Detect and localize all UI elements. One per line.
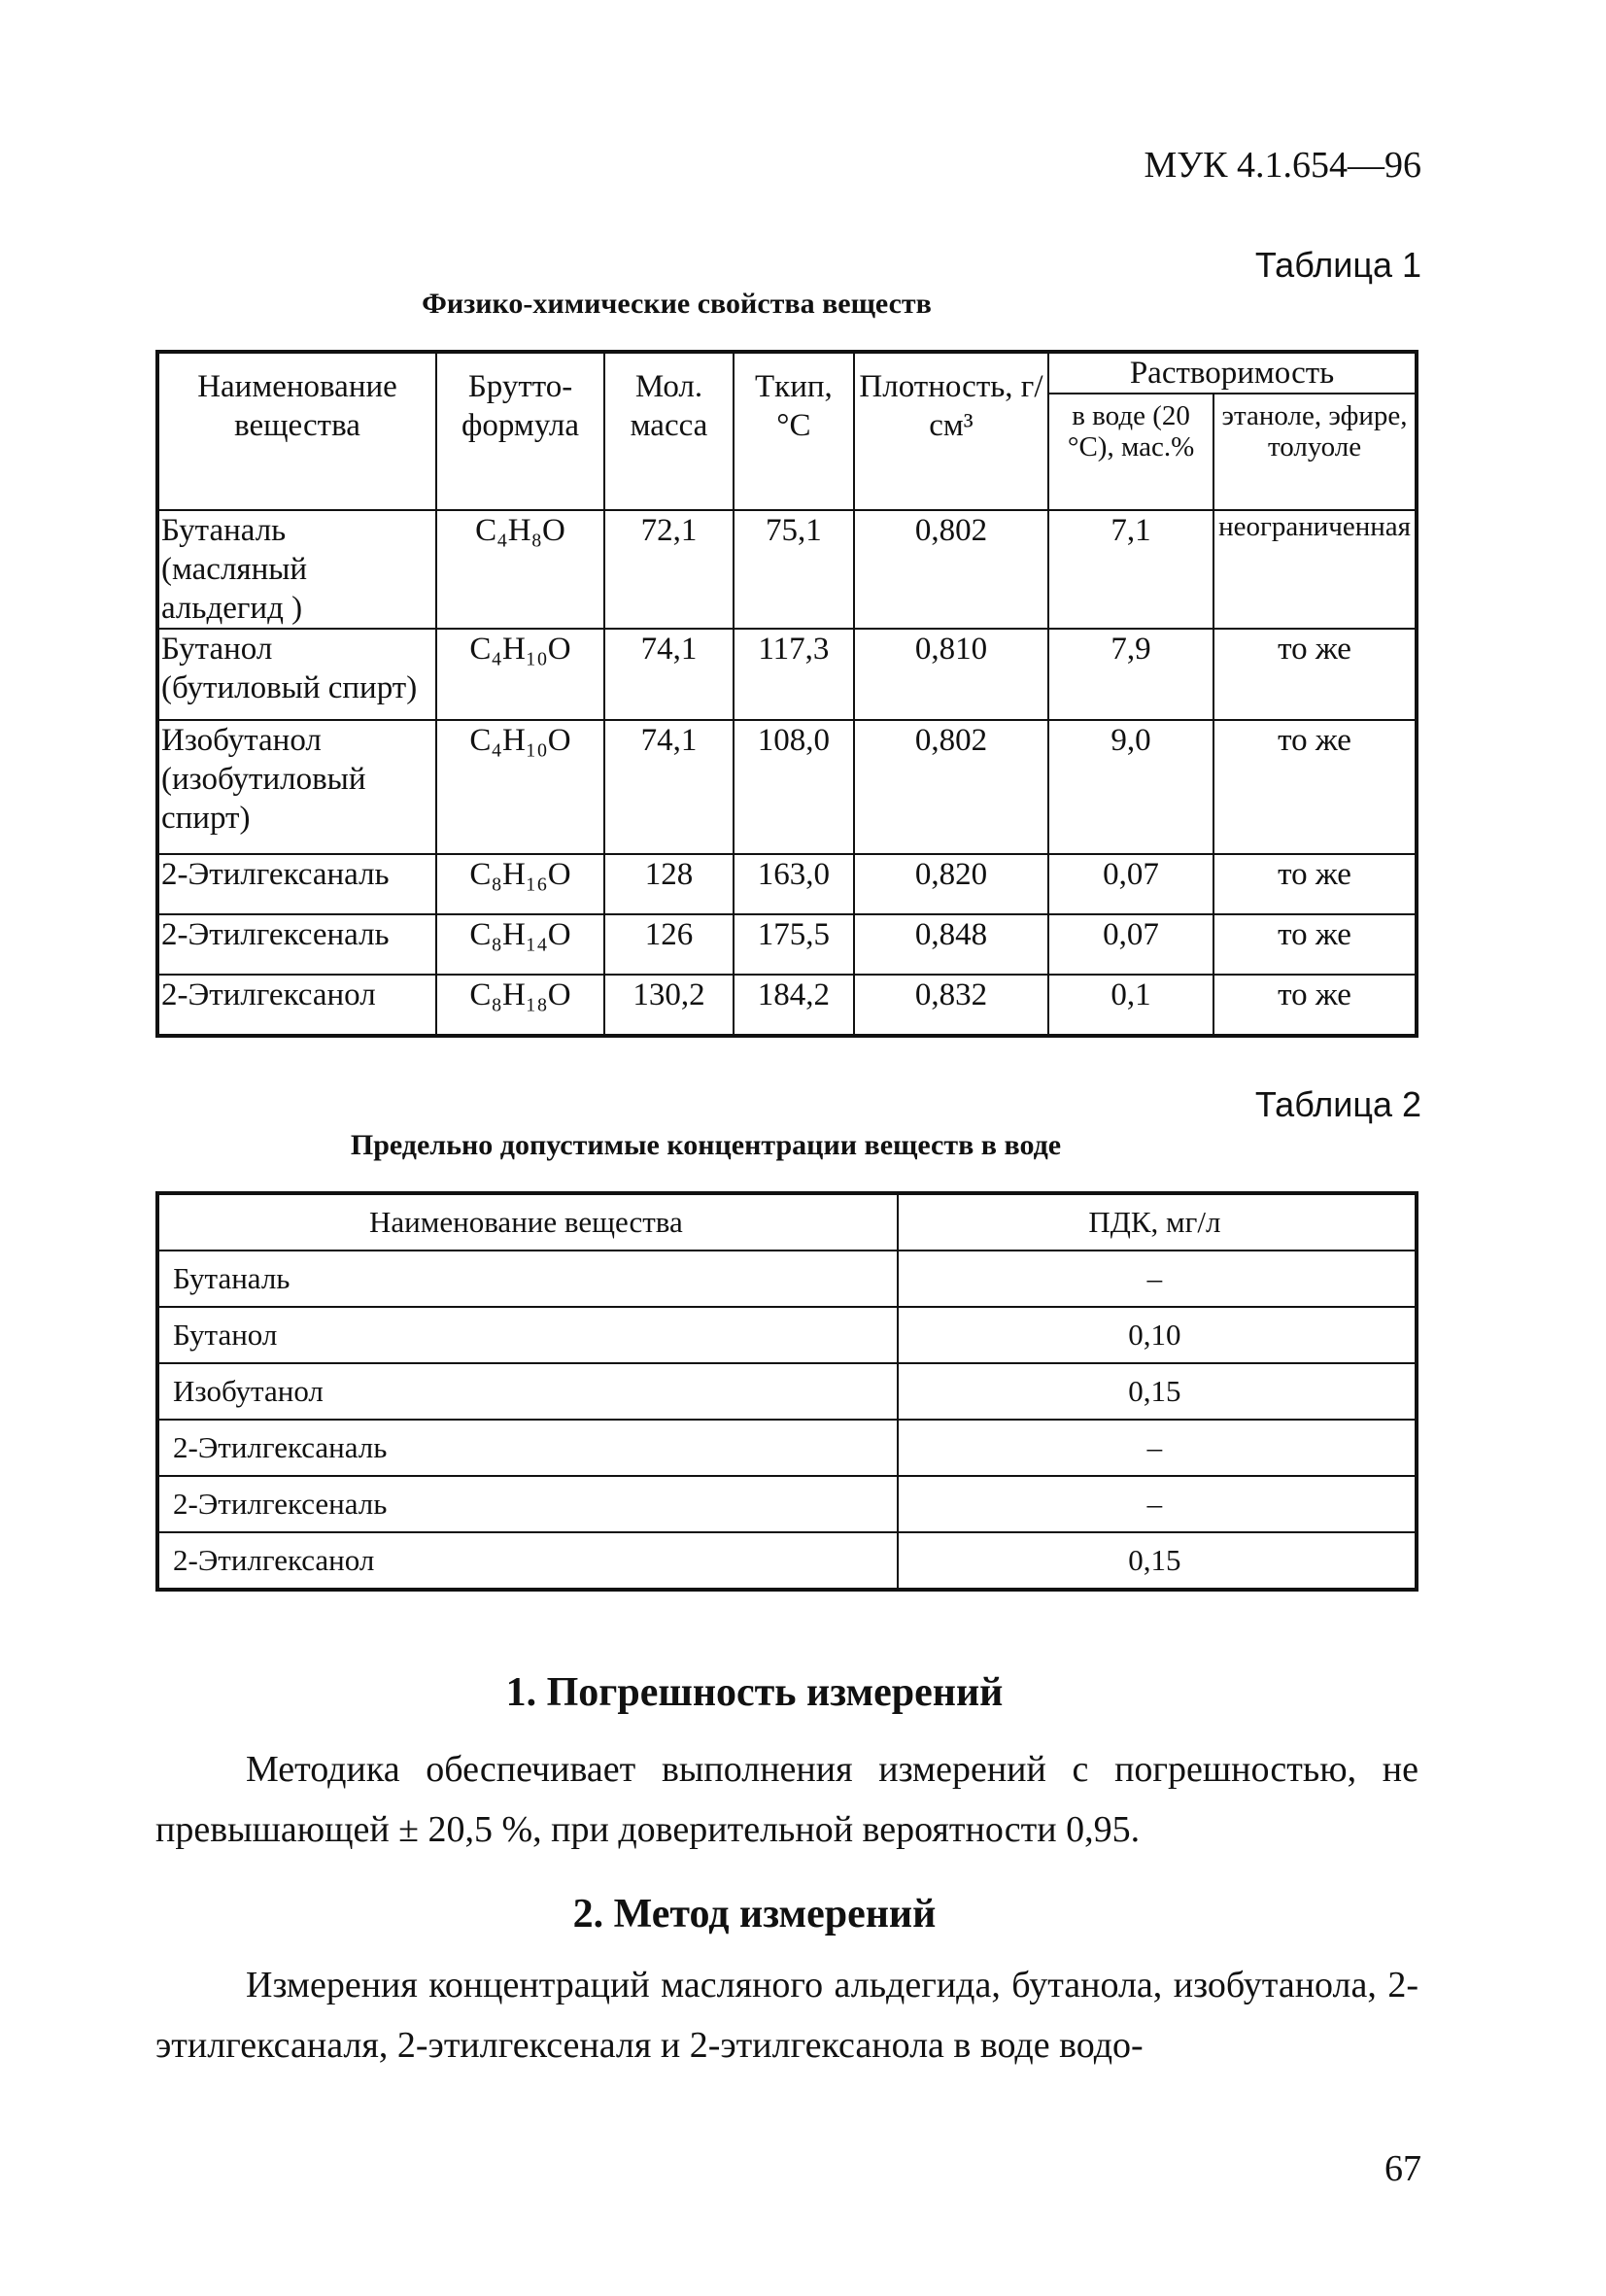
cell-density: 0,832	[854, 975, 1048, 1036]
table-row	[157, 975, 1417, 1036]
cell-density: 0,802	[854, 510, 1048, 629]
cell-organic: то же	[1213, 975, 1417, 1036]
table-row	[157, 1363, 1417, 1420]
section-text-method: Измерения концентраций масляного альдегида, бутанола, изобутанола, 2-этилгексаналя, 2-этилгексеналя и 2-этилгексанола в воде водо-	[155, 1965, 1418, 2066]
table-row	[157, 1251, 1417, 1307]
section-heading-method: 2. Метод измерений	[572, 1892, 937, 1936]
table-row	[157, 1307, 1417, 1363]
cell-name: Бутанол	[157, 1307, 898, 1363]
cell-formula: C₈H₁₆O	[436, 854, 604, 914]
table-row	[157, 914, 1417, 975]
header-organic: этаноле, эфире, толуоле	[1213, 394, 1417, 510]
cell-organic: то же	[1213, 629, 1417, 720]
cell-mass: 130,2	[604, 975, 734, 1036]
cell-formula: C₈H₁₄O	[436, 914, 604, 975]
cell-mass: 128	[604, 854, 734, 914]
cell-pdk: 0,15	[898, 1532, 1417, 1590]
cell-mass: 74,1	[604, 720, 734, 854]
cell-formula: C₄H₁₀O	[436, 720, 604, 854]
cell-name: 2-Этилгексанол	[157, 975, 436, 1036]
cell-name: 2-Этилгексанол	[157, 1532, 898, 1590]
cell-tboil: 175,5	[734, 914, 854, 975]
cell-formula: C₄H₁₀O	[436, 629, 604, 720]
cell-name: Бутаналь (масляный альдегид )	[157, 510, 436, 629]
cell-water: 0,1	[1048, 975, 1213, 1036]
cell-pdk: –	[898, 1476, 1417, 1532]
table-row	[157, 1532, 1417, 1590]
table-row	[157, 854, 1417, 914]
table2-label: Таблица 2	[1254, 1084, 1421, 1124]
cell-tboil: 117,3	[734, 629, 854, 720]
cell-tboil: 184,2	[734, 975, 854, 1036]
cell-name: 2-Этилгексаналь	[157, 1420, 898, 1476]
cell-name: Изобутанол	[157, 1363, 898, 1420]
cell-organic: то же	[1213, 854, 1417, 914]
cell-water: 9,0	[1048, 720, 1213, 854]
cell-density: 0,848	[854, 914, 1048, 975]
pdk-table	[155, 1191, 1418, 1592]
header-tboil: Tкип, °С	[734, 352, 854, 510]
cell-density: 0,802	[854, 720, 1048, 854]
section-heading-error: 1. Погрешность измерений	[505, 1670, 1004, 1715]
cell-name: 2-Этилгексаналь	[157, 854, 436, 914]
cell-water: 7,9	[1048, 629, 1213, 720]
cell-mass: 74,1	[604, 629, 734, 720]
cell-name: Бутанол (бутиловый спирт)	[157, 629, 436, 720]
cell-organic: неограниченная	[1213, 510, 1417, 629]
cell-pdk: –	[898, 1420, 1417, 1476]
cell-organic: то же	[1213, 720, 1417, 854]
page-number: 67	[1384, 2148, 1421, 2189]
cell-organic: то же	[1213, 914, 1417, 975]
cell-name: Бутаналь	[157, 1251, 898, 1307]
header-pdk: ПДК, мг/л	[898, 1193, 1417, 1251]
table-row	[157, 629, 1417, 720]
document-code: МУК 4.1.654—96	[1144, 145, 1421, 186]
cell-water: 0,07	[1048, 854, 1213, 914]
header-density: Плотность, г/см³	[854, 352, 1048, 510]
cell-mass: 72,1	[604, 510, 734, 629]
cell-pdk: –	[898, 1251, 1417, 1307]
header-water: в воде (20 °С), мас.%	[1048, 394, 1213, 510]
header-mass: Мол. масса	[604, 352, 734, 510]
cell-formula: C₈H₁₈O	[436, 975, 604, 1036]
section-text-error: Методика обеспечивает выполнения измерений с погрешностью, не превышающей ± 20,5 %, при доверительной вероятности 0,95.	[155, 1749, 1418, 1850]
cell-mass: 126	[604, 914, 734, 975]
cell-tboil: 75,1	[734, 510, 854, 629]
table1-title: Физико-химические свойства веществ	[422, 288, 932, 320]
table-row	[157, 1420, 1417, 1476]
cell-tboil: 163,0	[734, 854, 854, 914]
header-solubility: Растворимость	[1048, 352, 1417, 394]
table-row	[157, 510, 1417, 629]
cell-density: 0,820	[854, 854, 1048, 914]
table-row	[157, 720, 1417, 854]
cell-name: 2-Этилгексеналь	[157, 1476, 898, 1532]
cell-water: 0,07	[1048, 914, 1213, 975]
cell-pdk: 0,15	[898, 1363, 1417, 1420]
cell-name: Изобутанол (изобутиловый спирт)	[157, 720, 436, 854]
cell-density: 0,810	[854, 629, 1048, 720]
table1-label: Таблица 1	[1254, 245, 1421, 285]
table2-title: Предельно допустимые концентрации веществ в воде	[350, 1129, 1062, 1161]
header-name: Наименование вещества	[157, 1193, 898, 1251]
cell-water: 7,1	[1048, 510, 1213, 629]
cell-name: 2-Этилгексеналь	[157, 914, 436, 975]
header-name: Наименование вещества	[157, 352, 436, 510]
properties-table	[155, 350, 1418, 1038]
table-row	[157, 1476, 1417, 1532]
header-formula: Брутто-формула	[436, 352, 604, 510]
cell-tboil: 108,0	[734, 720, 854, 854]
cell-pdk: 0,10	[898, 1307, 1417, 1363]
cell-formula: C₄H₈O	[436, 510, 604, 629]
